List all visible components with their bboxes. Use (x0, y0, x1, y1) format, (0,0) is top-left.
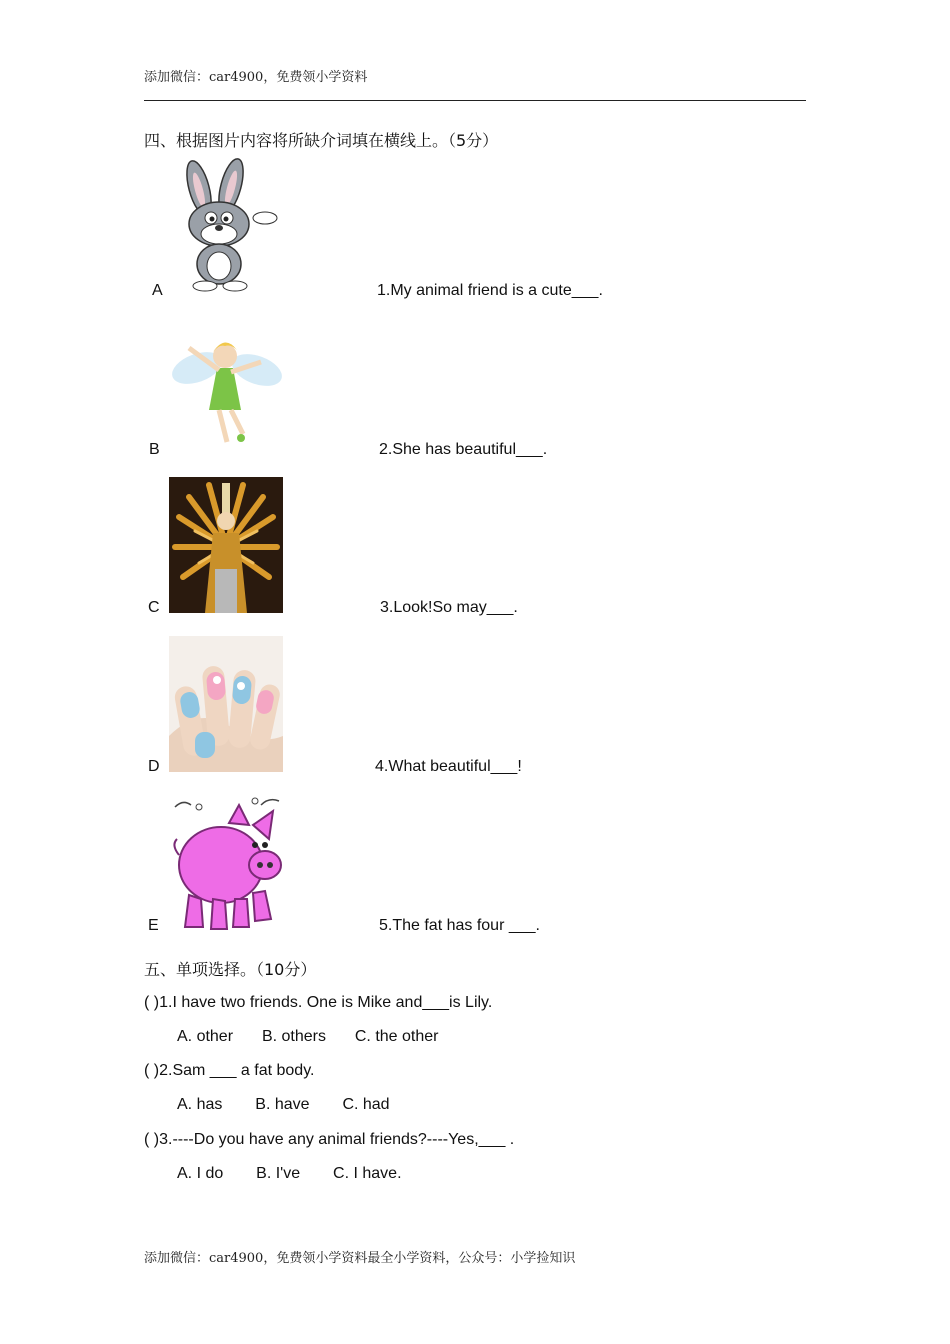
item-sentence: 5.The fat has four ___. (379, 917, 540, 934)
question-3-options (177, 1165, 402, 1183)
section-5-title: 五、单项选择。（10分） (144, 960, 317, 979)
question-1-options (177, 1028, 438, 1046)
option-c: C. I have. (333, 1165, 402, 1182)
page-footer: 添加微信：car4900，免费领小学资料最全小学资料，公众号：小学捡知识 (144, 1251, 576, 1266)
option-c: C. had (342, 1096, 390, 1113)
question-2-options (177, 1096, 390, 1114)
option-b: B. have (255, 1096, 310, 1113)
item-letter: B (149, 441, 160, 458)
item-letter: E (148, 917, 159, 934)
item-sentence: 2.She has beautiful___. (379, 441, 548, 458)
rabbit-icon (169, 158, 283, 294)
question-3: ( )3.----Do you have any animal friends?----Yes,___ . (144, 1131, 515, 1148)
option-a: A. has (177, 1096, 223, 1113)
item-letter: D (148, 758, 160, 775)
page-header: 添加微信：car4900，免费领小学资料 (144, 70, 368, 85)
item-letter: C (148, 599, 160, 616)
item-sentence: 1.My animal friend is a cute___. (377, 282, 603, 299)
option-a: A. I do (177, 1165, 224, 1182)
option-b: B. others (261, 1028, 326, 1045)
pig-icon (169, 795, 283, 931)
fairy-icon (169, 318, 283, 454)
option-b: B. I've (256, 1165, 301, 1182)
thousand-hands-icon (169, 477, 283, 613)
nails-icon (169, 636, 283, 772)
item-letter: A (152, 282, 163, 299)
section-4-title: 四、根据图片内容将所缺介词填在横线上。（5分） (144, 131, 499, 150)
header-rule (144, 100, 806, 101)
question-2: ( )2.Sam ___ a fat body. (144, 1062, 315, 1079)
item-sentence: 3.Look!So may___. (380, 599, 518, 616)
option-c: C. the other (354, 1028, 439, 1045)
item-sentence: 4.What beautiful___! (375, 758, 522, 775)
option-a: A. other (177, 1028, 234, 1045)
question-1: ( )1.I have two friends. One is Mike and___is Lily. (144, 994, 493, 1011)
